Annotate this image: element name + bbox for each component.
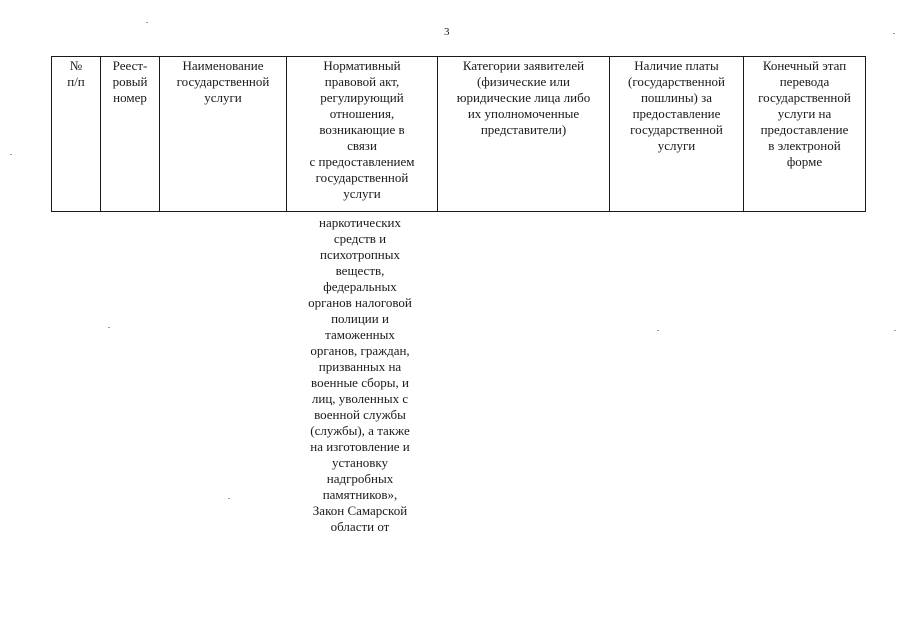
table-header-row bbox=[52, 57, 866, 212]
scan-speck bbox=[228, 498, 230, 499]
scan-speck bbox=[893, 33, 895, 34]
services-table bbox=[51, 56, 866, 212]
header-legal-act: Нормативный правовой акт, регулирующий отношения, возникающие в связи с предоставлением государственной услуги bbox=[287, 57, 438, 212]
header-service-name: Наименование государственной услуги bbox=[160, 57, 287, 212]
header-row-number: № п/п bbox=[52, 57, 101, 212]
scan-speck bbox=[146, 22, 148, 23]
header-registry-number: Реест- ровый номер bbox=[101, 57, 160, 212]
scan-speck bbox=[108, 327, 110, 328]
header-electronic-stage: Конечный этап перевода государственной услуги на предоставление в электроной форме bbox=[744, 57, 866, 212]
header-fee: Наличие платы (государственной пошлины) за предоставление государственной услуги bbox=[610, 57, 744, 212]
scan-speck bbox=[894, 330, 896, 331]
scan-speck bbox=[10, 154, 12, 155]
scan-speck bbox=[657, 330, 659, 331]
header-applicant-categories: Категории заявителей (физические или юридические лица либо их уполномоченные представители) bbox=[438, 57, 610, 212]
page-number: 3 bbox=[444, 26, 450, 38]
legal-act-continuation-text: наркотических средств и психотропных веществ, федеральных органов налоговой полиции и таможенных органов, граждан, призванных на военные сборы, и лиц, уволенных с военной службы (службы), а также на изготовление и установку надгробных памятников», Закон Самарской области от bbox=[308, 215, 412, 534]
